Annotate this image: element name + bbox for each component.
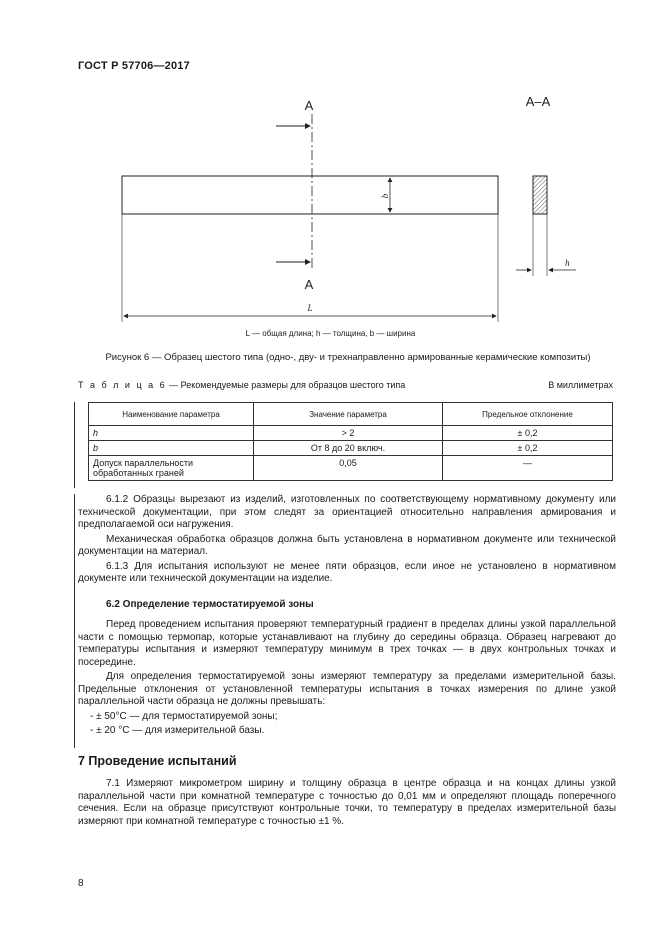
dim-b-label: b (380, 193, 390, 199)
heading-7: 7 Проведение испытаний (78, 754, 237, 768)
specimen-outline (122, 176, 498, 214)
table-title-text: — Рекомендуемые размеры для образцов шестого типа (166, 380, 406, 390)
heading-6-2: 6.2 Определение термостатируемой зоны (106, 599, 314, 610)
paragraph: Механическая обработка образцов должна быть установлена в нормативном документе или технической документации на материал. (78, 533, 616, 557)
paragraph: 6.1.2 Образцы вырезают из изделий, изготовленных по соответствующему нормативному документу или технической документации, при этом следят за ориентацией относительно направления армирования и предполагаемой оси нагружения. (78, 494, 616, 530)
table-cell: ± 0,2 (443, 441, 613, 456)
paragraph: 6.1.3 Для испытания используют не менее пяти образцов, если иное не установлено в нормативном документе или технической документации на изделие. (78, 560, 616, 584)
table-header: Значение параметра (254, 403, 443, 426)
section-7-1 (78, 778, 616, 830)
table-cell: — (443, 456, 613, 481)
table-cell: > 2 (254, 426, 443, 441)
list-item: - ± 50°С — для термостатируемой зоны; (90, 710, 278, 722)
specimen-drawing (0, 0, 661, 330)
page-number: 8 (78, 878, 84, 889)
list-item: - ± 20 °С — для измерительной базы. (90, 725, 265, 736)
dim-L-label: L (307, 303, 313, 313)
document-code: ГОСТ Р 57706—2017 (78, 60, 190, 72)
table-header: Предельное отклонение (443, 403, 613, 426)
table-header-row (89, 403, 613, 426)
change-bar (74, 494, 75, 748)
table-title (78, 380, 405, 390)
table-cell: Допуск параллельности обработанных граней (89, 456, 254, 481)
figure-caption: Рисунок 6 — Образец шестого типа (одно-, дву- и трехнаправленно армированные керамические композиты) (105, 352, 591, 363)
table-header: Наименование параметра (89, 403, 254, 426)
section-6-2 (78, 619, 616, 740)
paragraph: Перед проведением испытания проверяют температурный градиент в пределах длины узкой параллельной части с помощью термопар, которые устанавливают на глубину до середины образца. Образец нагревают до температуры испытания и измеряют температуру минимум в трех точках — в двух контрольных точках и посередине. (78, 619, 616, 668)
table-row (89, 441, 613, 456)
section-label-bottom: А (304, 277, 314, 292)
table-row (89, 456, 613, 481)
table-cell: ± 0,2 (443, 426, 613, 441)
change-bar (74, 402, 75, 488)
cross-section (533, 176, 547, 214)
table-title-prefix: Т а б л и ц а 6 (78, 380, 167, 390)
table-row (89, 426, 613, 441)
section-title: А–А (525, 94, 551, 109)
paragraph: 7.1 Измеряют микрометром ширину и толщину образца в центре образца и на концах длины узкой параллельной части при комнатной температуре с точностью до 0,01 мм и определяют площадь поперечного сечения. Если на образце присутствуют контрольные точки, то температуру в пределах измерительной базы измеряют при комнатной температуре с точностью ±1 %. (78, 778, 616, 827)
table-cell: h (89, 426, 254, 441)
section-6-1-2 (78, 494, 616, 588)
table-units: В миллиметрах (548, 380, 613, 390)
parameters-table (88, 402, 613, 481)
table-cell: От 8 до 20 включ. (254, 441, 443, 456)
paragraph: Для определения термостатируемой зоны измеряют температуру за пределами измерительной базы. Предельные отклонения от установленной температуры испытания в точках измерения по длине узкой параллельной части образца не должны превышать: (78, 671, 616, 707)
figure-legend: L — общая длина; h — толщина, b — ширина (245, 329, 416, 338)
table-cell: 0,05 (254, 456, 443, 481)
table-cell: b (89, 441, 254, 456)
dim-h-label: h (565, 258, 570, 268)
section-label-top: А (304, 98, 314, 113)
